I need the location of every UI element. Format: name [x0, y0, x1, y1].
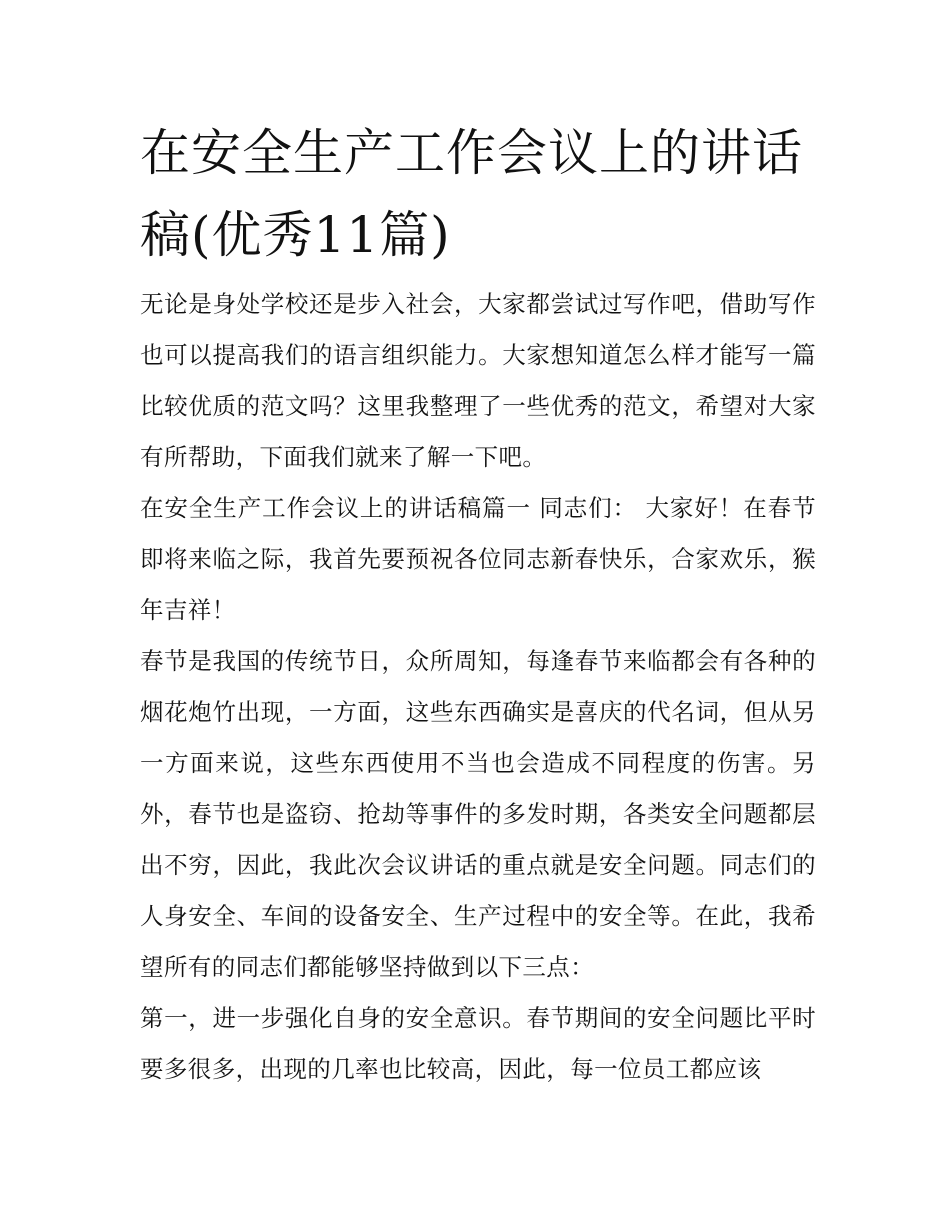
- paragraph-spring-festival: 春节是我国的传统节日，众所周知，每逢春节来临都会有各种的烟花炮竹出现，一方面，这些东西确实是喜庆的代名词，但从另一方面来说，这些东西使用不当也会造成不同程度的伤害。另外，春节也是盗窃、抢劫等事件的多发时期，各类安全问题都层出不穷，因此，我此次会议讲话的重点就是安全问题。同志们的人身安全、车间的设备安全、生产过程中的安全等。在此，我希望所有的同志们都能够坚持做到以下三点：: [140, 647, 816, 981]
- paragraph-intro: 无论是身处学校还是步入社会，大家都尝试过写作吧，借助写作也可以提高我们的语言组织能力。大家想知道怎么样才能写一篇比较优质的范文吗？这里我整理了一些优秀的范文，希望对大家有所帮助，下面我们就来了解一下吧。: [140, 290, 816, 471]
- document-title: 在安全生产工作会议上的讲话稿(优秀11篇): [140, 124, 803, 264]
- document-body: [140, 279, 816, 1095]
- paragraph-greeting: 在安全生产工作会议上的讲话稿篇一 同志们： 大家好！在春节即将来临之际，我首先要预祝各位同志新春快乐，合家欢乐，猴年吉祥！: [140, 494, 816, 624]
- paragraph-point-one: 第一，进一步强化自身的安全意识。春节期间的安全问题比平时要多很多，出现的几率也比较高，因此，每一位员工都应该: [140, 1004, 816, 1083]
